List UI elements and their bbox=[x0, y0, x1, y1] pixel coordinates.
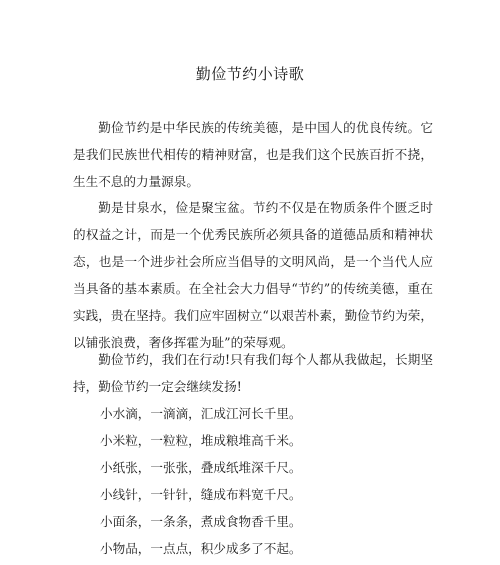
paragraph-intro: 勤俭节约是中华民族的传统美德，是中国人的优良传统。它是我们民族世代相传的精神财富，也是我们这个民族百折不挠，生生不息的力量源泉。 bbox=[73, 120, 433, 189]
poem-line: 小水滴，一滴滴，汇成江河长千里。 bbox=[100, 406, 302, 421]
poem-line: 小面条，一条条，煮成食物香千里。 bbox=[100, 514, 302, 529]
paragraph-action: 勤俭节约，我们在行动!只有我们每个人都从我做起，长期坚持，勤俭节约一定会继续发扬! bbox=[73, 352, 433, 394]
poem-line: 小米粒，一粒粒，堆成粮堆高千米。 bbox=[100, 433, 302, 448]
poem bbox=[100, 400, 440, 562]
document-title: 勤俭节约小诗歌 bbox=[195, 65, 305, 83]
poem-line: 小线针，一针针，缝成布料宽千尺。 bbox=[100, 487, 302, 502]
poem-line: 小纸张，一张张，叠成纸堆深千尺。 bbox=[100, 460, 302, 475]
paragraph-body: 勤是甘泉水，俭是聚宝盆。节约不仅是在物质条件个匮乏时的权益之计，而是一个优秀民族所必须具备的道德品质和精神状态，也是一个进步社会所应当倡导的文明风尚，是一个当代人应当具备的基本素质。在全社会大力倡导“节约”的传统美德，重在实践，贵在坚持。我们应牢固树立“以艰苦朴素，勤俭节约为荣，以铺张浪费，奢侈挥霍为耻”的荣辱观。 bbox=[73, 200, 433, 350]
poem-line: 小物品，一点点，积少成多了不起。 bbox=[100, 541, 302, 556]
